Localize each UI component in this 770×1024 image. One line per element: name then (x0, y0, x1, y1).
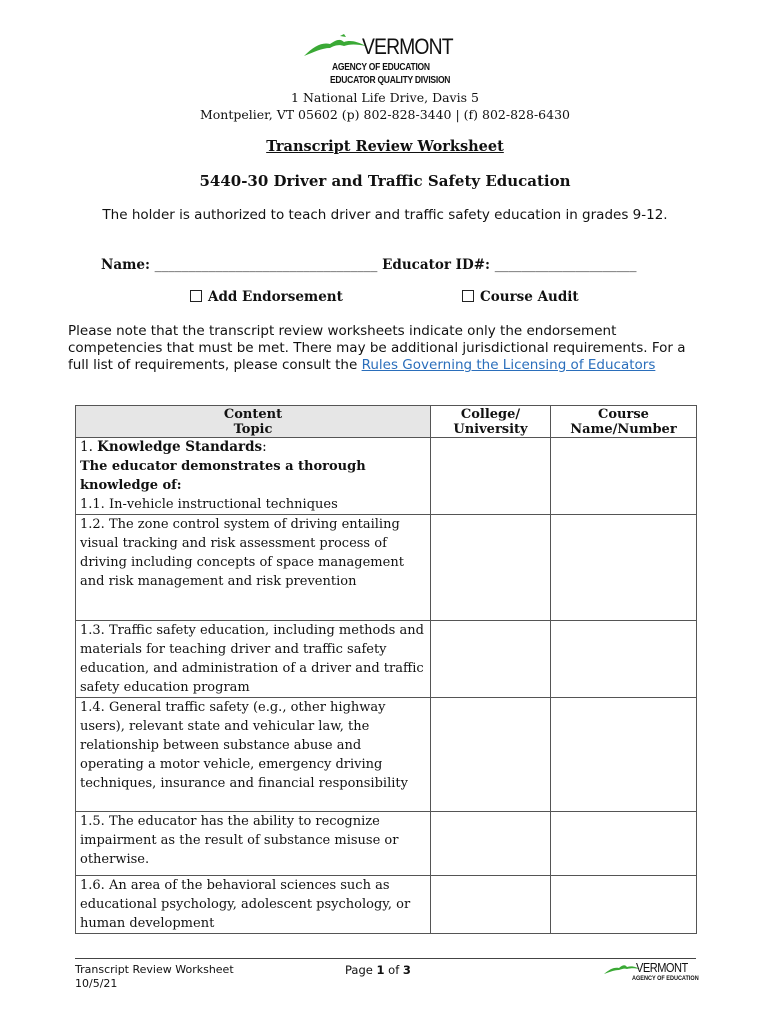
address-line-1: 1 National Life Drive, Davis 5 (291, 90, 479, 105)
table-row (76, 812, 697, 876)
header-content-topic: Content Topic (76, 406, 431, 438)
knowledge-intro: The educator demonstrates a thorough knowledge of: (80, 459, 366, 493)
table-row (76, 698, 697, 812)
mountain-logo-icon (300, 32, 370, 62)
name-row (101, 257, 636, 273)
topic-cell: 1.6. An area of the behavioral sciences such as educational psychology, adolescent psychology, or human development (76, 876, 431, 934)
endorsement-title: 5440-30 Driver and Traffic Safety Education (199, 172, 571, 190)
logo-division: EDUCATOR QUALITY DIVISION (330, 75, 451, 86)
topic-cell: 1.2. The zone control system of driving entailing visual tracking and risk assessment process of driving including concepts of space management and risk management and risk prevention (76, 515, 431, 621)
footer-doc-name: Transcript Review Worksheet (75, 963, 234, 976)
note-text: Please note that the transcript review worksheets indicate only the endorsement competencies that must be met. There may be additional jurisdictional requirements. For a full list of requirements, please consult the (68, 323, 686, 373)
name-field[interactable]: _________________________________ (154, 257, 378, 273)
course-input-cell[interactable] (551, 812, 697, 876)
page-indicator: Page 1 of 3 (345, 963, 411, 977)
name-label: Name: (101, 257, 150, 273)
course-input-cell[interactable] (551, 876, 697, 934)
add-endorsement-label: Add Endorsement (208, 289, 343, 305)
authorization-scope: The holder is authorized to teach driver and traffic safety education in grades 9-12. (102, 207, 668, 223)
footer-logo-title: VERMONT (636, 960, 688, 975)
licensing-rules-link[interactable]: Rules Governing the Licensing of Educators (361, 357, 656, 373)
educator-id-label: Educator ID#: (382, 257, 490, 273)
course-audit-option[interactable] (462, 289, 579, 305)
footer-logo-sub: AGENCY OF EDUCATION (632, 975, 699, 982)
table-row (76, 876, 697, 934)
requirements-note (68, 323, 708, 374)
college-input-cell[interactable] (431, 438, 551, 515)
topic-cell: 1.3. Traffic safety education, including methods and materials for teaching driver and traffic safety education, and administration of a driver and traffic safety education program (76, 621, 431, 698)
worksheet-table (75, 405, 697, 934)
course-input-cell[interactable] (551, 698, 697, 812)
topic-cell: 1.4. General traffic safety (e.g., other highway users), relevant state and vehicular law, the relationship between substance abuse and operating a motor vehicle, emergency driving techniques, insurance and financial responsibility (76, 698, 431, 812)
educator-id-field[interactable]: _____________________ (494, 257, 637, 273)
college-input-cell[interactable] (431, 812, 551, 876)
header-course-name-number: Course Name/Number (551, 406, 697, 438)
add-endorsement-option[interactable] (190, 289, 343, 305)
knowledge-standards-cell: 1. Knowledge Standards: The educator demonstrates a thorough knowledge of: 1.1. In-vehicle instructional techniques (76, 438, 431, 515)
footer-vermont-logo (602, 960, 702, 988)
topic-cell: 1.5. The educator has the ability to recognize impairment as the result of substance misuse or otherwise. (76, 812, 431, 876)
college-input-cell[interactable] (431, 621, 551, 698)
college-input-cell[interactable] (431, 515, 551, 621)
address-line-2: Montpelier, VT 05602 (p) 802-828-3440 | (f) 802-828-6430 (199, 107, 570, 122)
course-audit-label: Course Audit (480, 289, 579, 305)
course-input-cell[interactable] (551, 438, 697, 515)
table-header-row (76, 406, 697, 438)
table-row (76, 515, 697, 621)
college-input-cell[interactable] (431, 876, 551, 934)
vermont-aoe-logo (300, 32, 470, 90)
college-input-cell[interactable] (431, 698, 551, 812)
logo-agency: AGENCY OF EDUCATION (332, 62, 430, 73)
table-row (76, 438, 697, 515)
footer-date: 10/5/21 (75, 977, 118, 990)
course-input-cell[interactable] (551, 515, 697, 621)
footer-divider (75, 958, 696, 959)
document-title: Transcript Review Worksheet (266, 138, 504, 155)
table-row (76, 621, 697, 698)
course-input-cell[interactable] (551, 621, 697, 698)
logo-title: VERMONT (362, 34, 453, 59)
header-college-university: College/ University (431, 406, 551, 438)
course-audit-checkbox[interactable] (462, 290, 474, 302)
add-endorsement-checkbox[interactable] (190, 290, 202, 302)
knowledge-item-1-1: 1.1. In-vehicle instructional techniques (80, 497, 338, 512)
